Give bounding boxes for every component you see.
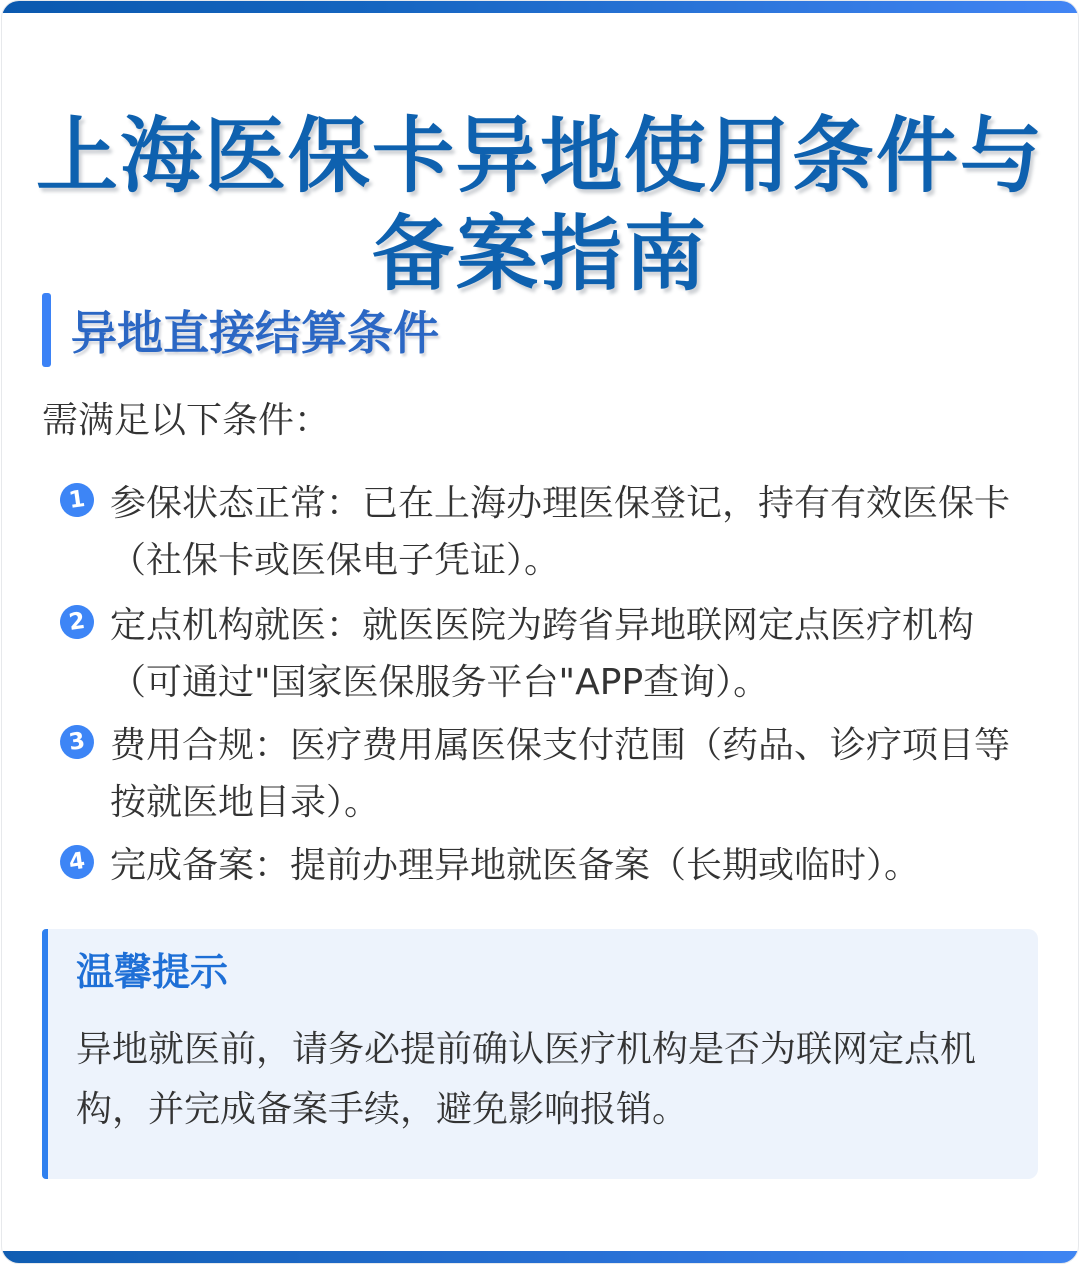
section-header	[42, 293, 439, 367]
section-heading: 异地直接结算条件	[71, 306, 439, 360]
tip-body-text: 异地就医前，请务必提前确认医疗机构是否为联网定点机构，并完成备案手续，避免影响报销。	[76, 1029, 977, 1130]
infographic-card	[1, 0, 1079, 1264]
list-item-2	[60, 597, 1020, 711]
list-item-text: 完成备案：提前办理异地就医备案（长期或临时）。	[110, 845, 921, 886]
top-accent-bar	[2, 1, 1078, 13]
list-item-4	[60, 837, 1020, 894]
page-title: 上海医保卡异地使用条件与备案指南	[35, 108, 1044, 302]
list-item-1	[60, 475, 1020, 589]
number-badge-1: 1	[58, 481, 96, 519]
number-badge-4: 4	[58, 843, 96, 881]
list-item-3	[60, 717, 1020, 831]
list-item-text: 定点机构就医：就医医院为跨省异地联网定点医疗机构（可通过"国家医保服务平台"APP查询）。	[110, 605, 975, 703]
bottom-accent-bar	[2, 1251, 1078, 1263]
number-badge-3: 3	[58, 723, 96, 761]
list-item-text: 费用合规：医疗费用属医保支付范围（药品、诊疗项目等按就医地目录）。	[110, 725, 1011, 823]
section-accent-bar	[42, 293, 51, 367]
number-badge-2: 2	[58, 603, 96, 641]
list-item-text: 参保状态正常：已在上海办理医保登记，持有有效医保卡（社保卡或医保电子凭证）。	[110, 483, 1011, 581]
tip-heading: 温馨提示	[76, 950, 229, 994]
conditions-intro: 需满足以下条件：	[42, 400, 331, 441]
tip-callout-box	[42, 929, 1038, 1179]
